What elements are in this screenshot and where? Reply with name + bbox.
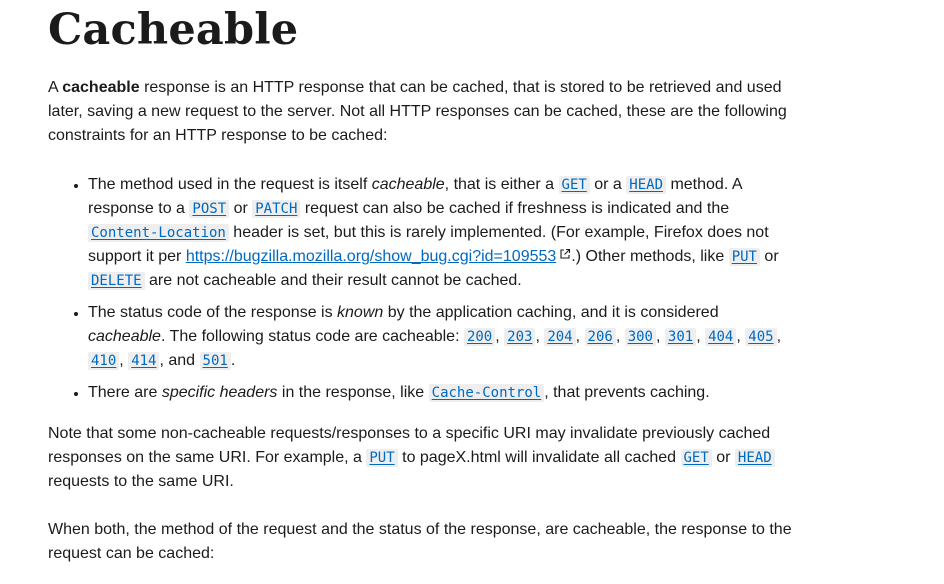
- status-206-link[interactable]: 206: [585, 328, 616, 345]
- list-item-method: • The method used in the request is itself cacheable, that is either a GET or a HEAD method. A response to a POST or PATCH request can also be cached if freshness is indicated and the Content-Location header is set, but this is rarely implemented. (For example, Firefox does not support it per https://bugzilla.mozilla.org/show_bug.cgi?id=109553 .) Other methods, like PUT or DELETE are not cacheable and their result cannot be cached.: [88, 173, 798, 293]
- status-200-link[interactable]: 200: [464, 328, 495, 345]
- status-301-link[interactable]: 301: [665, 328, 696, 345]
- status-414-link[interactable]: 414: [128, 352, 159, 369]
- status-410-link[interactable]: 410: [88, 352, 119, 369]
- when-paragraph: When both, the method of the request and the status of the response, are cacheable, the response to the request can be cached:: [48, 521, 792, 562]
- status-204-link[interactable]: 204: [544, 328, 575, 345]
- list-item-headers: • There are specific headers in the response, like Cache-Control , that prevents caching.: [88, 381, 798, 405]
- intro-paragraph: A cacheable response is an HTTP response that can be cached, that is stored to be retrieved and used later, saving a new request to the server. Not all HTTP responses can be cached, these are the following constraints for an HTTP response to be cached:: [48, 79, 787, 144]
- bugzilla-link[interactable]: https://bugzilla.mozilla.org/show_bug.cgi?id=109553: [186, 248, 571, 265]
- content-location-header-link[interactable]: Content-Location: [88, 224, 229, 241]
- post-method-link[interactable]: POST: [189, 200, 229, 217]
- patch-method-link[interactable]: PATCH: [252, 200, 300, 217]
- page-title: Cacheable: [48, 5, 299, 55]
- get-method-link[interactable]: GET: [559, 176, 590, 193]
- note-put-method-link[interactable]: PUT: [366, 449, 397, 466]
- delete-method-link[interactable]: DELETE: [88, 272, 145, 289]
- put-method-link[interactable]: PUT: [729, 248, 760, 265]
- status-405-link[interactable]: 405: [745, 328, 776, 345]
- note-head-method-link[interactable]: HEAD: [735, 449, 775, 466]
- cacheable-term: cacheable: [62, 79, 140, 96]
- article-content: [48, 0, 798, 566]
- status-501-link[interactable]: 501: [200, 352, 231, 369]
- cache-control-header-link[interactable]: Cache-Control: [429, 384, 545, 401]
- external-link-icon: [559, 248, 571, 260]
- status-300-link[interactable]: 300: [625, 328, 656, 345]
- constraints-list: [48, 173, 798, 405]
- note-get-method-link[interactable]: GET: [681, 449, 712, 466]
- note-paragraph: Note that some non-cacheable requests/responses to a specific URI may invalidate previously cached responses on the same URI. For example, a PUT to pageX.html will invalidate all cached GET or HEAD requests to the same URI.: [48, 422, 798, 494]
- status-404-link[interactable]: 404: [705, 328, 736, 345]
- head-method-link[interactable]: HEAD: [626, 176, 666, 193]
- status-203-link[interactable]: 203: [504, 328, 535, 345]
- list-item-status-code: • The status code of the response is known by the application caching, and it is considered cacheable. The following status code are cacheable: 200 , 203 , 204 , 206 , 300 , 301 , 404 , 405 , 410 , 414 , and 501 .: [88, 301, 798, 373]
